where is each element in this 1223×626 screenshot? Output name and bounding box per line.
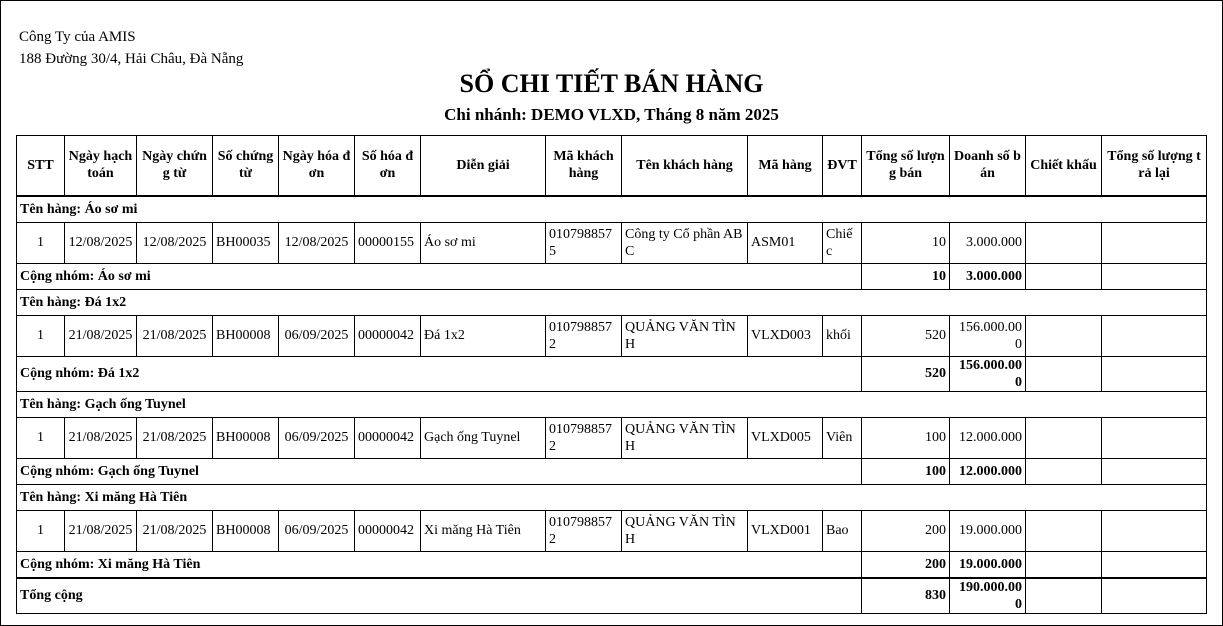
col-doanh-so-ban: Doanh số bán (950, 136, 1026, 196)
cell-ngay-hoa-don: 06/09/2025 (279, 315, 355, 356)
col-tong-so-luong-ban: Tổng số lượng bán (862, 136, 950, 196)
group-header: Tên hàng: Áo sơ mi (17, 196, 1207, 223)
subtotal-tra-lai (1102, 551, 1207, 578)
cell-ngay-hach-toan: 21/08/2025 (65, 510, 137, 551)
cell-tra-lai (1102, 315, 1207, 356)
cell-ma-hang: VLXD001 (748, 510, 823, 551)
subtotal-amount: 19.000.000 (950, 551, 1026, 578)
subtotal-chiet-khau (1026, 458, 1102, 484)
subtotal-tra-lai (1102, 458, 1207, 484)
cell-doanh-so: 156.000.000 (950, 315, 1026, 356)
cell-chiet-khau (1026, 222, 1102, 263)
cell-ngay-chung-tu: 21/08/2025 (137, 315, 213, 356)
cell-so-hoa-don: 00000042 (355, 417, 421, 458)
subtotal-chiet-khau (1026, 263, 1102, 289)
cell-ten-khach-hang: QUẢNG VĂN TÌNH (622, 417, 748, 458)
col-dvt: ĐVT (823, 136, 862, 196)
col-stt: STT (17, 136, 65, 196)
cell-ma-khach-hang: 0107988572 (546, 417, 622, 458)
cell-so-chung-tu: BH00035 (213, 222, 279, 263)
group-header: Tên hàng: Gạch ống Tuynel (17, 391, 1207, 417)
subtotal-label: Cộng nhóm: Áo sơ mi (17, 263, 862, 289)
cell-ngay-hach-toan: 21/08/2025 (65, 417, 137, 458)
cell-so-hoa-don: 00000042 (355, 315, 421, 356)
cell-dvt: Bao (823, 510, 862, 551)
sales-detail-table (16, 135, 1207, 614)
cell-dien-giai: Đá 1x2 (421, 315, 546, 356)
group-header-row (17, 484, 1207, 510)
subtotal-amount: 156.000.000 (950, 356, 1026, 391)
subtotal-qty: 10 (862, 263, 950, 289)
cell-ten-khach-hang: QUẢNG VĂN TÌNH (622, 315, 748, 356)
cell-dvt: khối (823, 315, 862, 356)
cell-so-chung-tu: BH00008 (213, 315, 279, 356)
group-header-row (17, 391, 1207, 417)
report-title: SỔ CHI TIẾT BÁN HÀNG (459, 69, 764, 98)
col-ma-hang: Mã hàng (748, 136, 823, 196)
cell-ngay-hach-toan: 12/08/2025 (65, 222, 137, 263)
cell-ma-hang: VLXD003 (748, 315, 823, 356)
cell-dien-giai: Áo sơ mi (421, 222, 546, 263)
cell-so-luong: 200 (862, 510, 950, 551)
cell-stt: 1 (17, 417, 65, 458)
table-row (17, 510, 1207, 551)
subtotal-label: Cộng nhóm: Gạch ống Tuynel (17, 458, 862, 484)
cell-dien-giai: Gạch ống Tuynel (421, 417, 546, 458)
cell-ngay-hoa-don: 06/09/2025 (279, 510, 355, 551)
cell-ngay-chung-tu: 12/08/2025 (137, 222, 213, 263)
cell-doanh-so: 19.000.000 (950, 510, 1026, 551)
col-dien-giai: Diễn giải (421, 136, 546, 196)
group-subtotal-row (17, 458, 1207, 484)
table-header-row (17, 136, 1207, 196)
group-header-row (17, 196, 1207, 223)
cell-ma-khach-hang: 0107988575 (546, 222, 622, 263)
cell-stt: 1 (17, 510, 65, 551)
cell-ngay-hoa-don: 12/08/2025 (279, 222, 355, 263)
cell-ma-hang: ASM01 (748, 222, 823, 263)
total-label: Tổng cộng (17, 578, 862, 614)
cell-tra-lai (1102, 510, 1207, 551)
cell-doanh-so: 3.000.000 (950, 222, 1026, 263)
cell-ngay-chung-tu: 21/08/2025 (137, 510, 213, 551)
cell-chiet-khau (1026, 315, 1102, 356)
subtotal-amount: 12.000.000 (950, 458, 1026, 484)
cell-doanh-so: 12.000.000 (950, 417, 1026, 458)
company-address: 188 Đường 30/4, Hải Châu, Đà Nẵng (19, 51, 244, 67)
cell-tra-lai (1102, 417, 1207, 458)
subtotal-chiet-khau (1026, 356, 1102, 391)
cell-dien-giai: Xi măng Hà Tiên (421, 510, 546, 551)
total-chiet-khau (1026, 578, 1102, 614)
company-info (19, 26, 243, 70)
subtotal-label: Cộng nhóm: Đá 1x2 (17, 356, 862, 391)
cell-tra-lai (1102, 222, 1207, 263)
cell-so-chung-tu: BH00008 (213, 417, 279, 458)
cell-ngay-hoa-don: 06/09/2025 (279, 417, 355, 458)
cell-so-luong: 100 (862, 417, 950, 458)
group-header: Tên hàng: Xi măng Hà Tiên (17, 484, 1207, 510)
cell-chiet-khau (1026, 417, 1102, 458)
cell-stt: 1 (17, 315, 65, 356)
subtotal-tra-lai (1102, 263, 1207, 289)
subtotal-amount: 3.000.000 (950, 263, 1026, 289)
cell-ma-khach-hang: 0107988572 (546, 315, 622, 356)
table-row (17, 417, 1207, 458)
group-subtotal-row (17, 356, 1207, 391)
group-header-row (17, 289, 1207, 315)
grand-total-row (17, 578, 1207, 614)
group-subtotal-row (17, 263, 1207, 289)
table-row (17, 222, 1207, 263)
cell-ngay-chung-tu: 21/08/2025 (137, 417, 213, 458)
report-subtitle: Chi nhánh: DEMO VLXD, Tháng 8 năm 2025 (444, 105, 779, 124)
cell-so-hoa-don: 00000155 (355, 222, 421, 263)
subtotal-chiet-khau (1026, 551, 1102, 578)
col-tong-so-luong-tra-lai: Tổng số lượng trả lại (1102, 136, 1207, 196)
cell-dvt: Viên (823, 417, 862, 458)
total-qty: 830 (862, 578, 950, 614)
subtotal-tra-lai (1102, 356, 1207, 391)
total-tra-lai (1102, 578, 1207, 614)
cell-ten-khach-hang: Công ty Cổ phần ABC (622, 222, 748, 263)
cell-so-hoa-don: 00000042 (355, 510, 421, 551)
subtotal-qty: 200 (862, 551, 950, 578)
subtotal-qty: 520 (862, 356, 950, 391)
cell-ten-khach-hang: QUẢNG VĂN TÌNH (622, 510, 748, 551)
group-subtotal-row (17, 551, 1207, 578)
col-so-hoa-don: Số hóa đơn (355, 136, 421, 196)
total-amount: 190.000.000 (950, 578, 1026, 614)
cell-chiet-khau (1026, 510, 1102, 551)
table-row (17, 315, 1207, 356)
subtotal-label: Cộng nhóm: Xi măng Hà Tiên (17, 551, 862, 578)
cell-so-luong: 10 (862, 222, 950, 263)
col-ngay-chung-tu: Ngày chứng từ (137, 136, 213, 196)
col-ma-khach-hang: Mã khách hàng (546, 136, 622, 196)
cell-dvt: Chiếc (823, 222, 862, 263)
col-ngay-hoa-don: Ngày hóa đơn (279, 136, 355, 196)
company-name: Công Ty của AMIS (19, 29, 136, 45)
cell-so-chung-tu: BH00008 (213, 510, 279, 551)
cell-so-luong: 520 (862, 315, 950, 356)
cell-ma-hang: VLXD005 (748, 417, 823, 458)
group-header: Tên hàng: Đá 1x2 (17, 289, 1207, 315)
cell-ngay-hach-toan: 21/08/2025 (65, 315, 137, 356)
col-ngay-hach-toan: Ngày hạch toán (65, 136, 137, 196)
col-so-chung-tu: Số chứng từ (213, 136, 279, 196)
col-chiet-khau: Chiết khấu (1026, 136, 1102, 196)
subtotal-qty: 100 (862, 458, 950, 484)
col-ten-khach-hang: Tên khách hàng (622, 136, 748, 196)
cell-stt: 1 (17, 222, 65, 263)
cell-ma-khach-hang: 0107988572 (546, 510, 622, 551)
